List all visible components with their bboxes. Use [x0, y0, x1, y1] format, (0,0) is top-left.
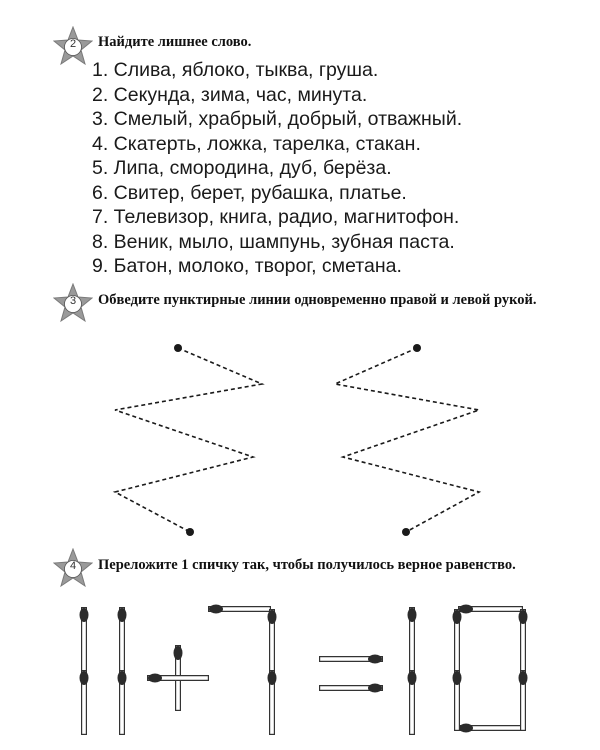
- start-dot-left: [174, 344, 182, 352]
- tracing-lines: [0, 330, 600, 550]
- matchstick[interactable]: [80, 608, 89, 670]
- list-item: 2. Секунда, зима, час, минута.: [92, 83, 368, 106]
- matchstick[interactable]: [209, 605, 268, 614]
- matchstick-head: [174, 646, 183, 660]
- dashed-zigzag-right: [335, 348, 479, 532]
- matchstick-head: [268, 610, 277, 624]
- matchstick[interactable]: [453, 610, 462, 670]
- matchstick-head: [408, 608, 417, 622]
- matchstick-head: [80, 671, 89, 685]
- matchstick-equation: [0, 600, 600, 748]
- matchstick-head: [368, 684, 382, 693]
- task-number: 4: [69, 560, 77, 572]
- matchstick-head: [118, 608, 127, 622]
- dashed-zigzag-left: [115, 348, 262, 532]
- star-badge-2: [53, 26, 93, 66]
- star-badge-3: [53, 283, 93, 323]
- end-dot-right: [402, 528, 410, 536]
- task-number: 3: [69, 295, 77, 307]
- matchstick-head: [453, 610, 462, 624]
- matchstick[interactable]: [453, 671, 462, 728]
- list-item: 3. Смелый, храбрый, добрый, отважный.: [92, 108, 463, 130]
- matchstick[interactable]: [408, 608, 417, 670]
- list-item: 9. Батон, молоко, творог, сметана.: [92, 255, 402, 277]
- matchstick-head: [459, 724, 473, 733]
- star-badge-4: [53, 548, 93, 588]
- matchstick-head: [209, 605, 223, 614]
- list-item: 1. Слива, яблоко, тыква, груша.: [92, 59, 379, 81]
- list-item: 4. Скатерть, ложка, тарелка, стакан.: [92, 132, 421, 155]
- matchstick-head: [80, 608, 89, 622]
- matchstick-head: [519, 671, 528, 685]
- task-number: 2: [69, 38, 77, 50]
- matchstick[interactable]: [519, 610, 528, 670]
- list-item: 7. Телевизор, книга, радио, магнитофон.: [92, 206, 460, 228]
- matchstick[interactable]: [80, 671, 89, 732]
- matchstick[interactable]: [322, 655, 382, 664]
- end-dot-left: [186, 528, 194, 536]
- task-title: Обведите пунктирные линии одновременно правой и левой рукой.: [98, 292, 537, 308]
- list-item: 6. Свитер, берет, рубашка, платье.: [92, 181, 407, 204]
- word-list: [92, 58, 462, 279]
- matchstick[interactable]: [519, 671, 528, 728]
- matchstick-head: [148, 674, 162, 683]
- matchstick-head: [408, 671, 417, 685]
- matchstick-head: [118, 671, 127, 685]
- task-title: Найдите лишнее слово.: [98, 34, 252, 50]
- matchstick[interactable]: [118, 671, 127, 732]
- matchstick[interactable]: [268, 610, 277, 670]
- matchstick[interactable]: [459, 724, 520, 733]
- task-title: Переложите 1 спичку так, чтобы получилось верное равенство.: [98, 557, 516, 573]
- matchstick[interactable]: [322, 684, 382, 693]
- matchstick[interactable]: [268, 671, 277, 732]
- matchstick[interactable]: [459, 605, 520, 614]
- matchstick-head: [268, 671, 277, 685]
- matchstick[interactable]: [118, 608, 127, 670]
- matchstick-head: [519, 610, 528, 624]
- matchstick-head: [459, 605, 473, 614]
- matchstick-head: [453, 671, 462, 685]
- start-dot-right: [413, 344, 421, 352]
- list-item: 8. Веник, мыло, шампунь, зубная паста.: [92, 230, 455, 253]
- matchstick[interactable]: [408, 671, 417, 732]
- matchstick-head: [368, 655, 382, 664]
- list-item: 5. Липа, смородина, дуб, берёза.: [92, 157, 392, 179]
